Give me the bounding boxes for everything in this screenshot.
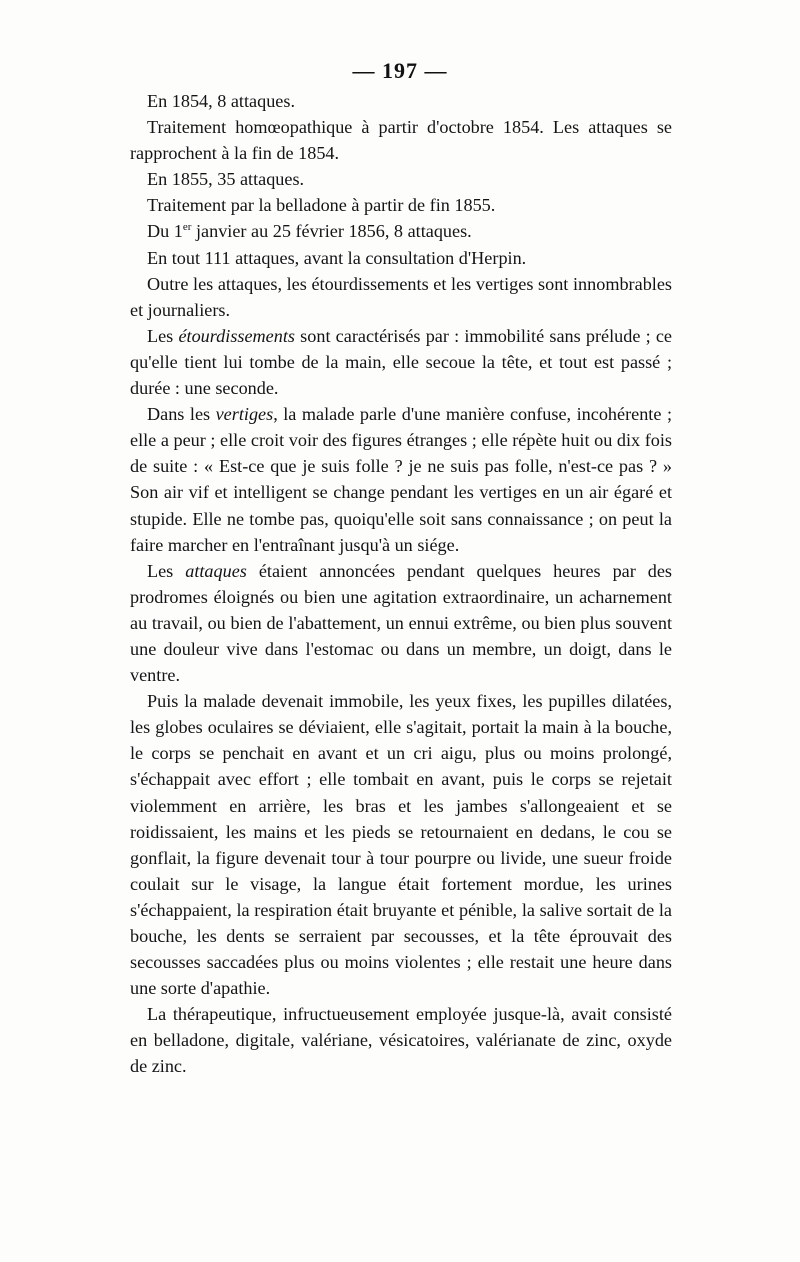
paragraph-outre: Outre les attaques, les étourdissements et les vertiges sont innombrables et journaliers. [130,273,672,320]
p3-prefix: Dans les [147,404,216,425]
p2-prefix: Les [147,325,179,346]
paragraph-puis: Puis la malade devenait immobile, les yeux fixes, les pupilles dilatées, les globes oculaires se déviaient, elle s'agitait, portait la main à la bouche, le corps se penchait en avant et un cri aigu, plus ou moins prolongé, s'échappait avec effort ; elle tombait en avant, puis le corps se rejetait violemment en arrière, les bras et les jambes s'allongeaient et se roidissaient, les mains et les pieds se retournaient en dedans, le cou se gonflait, la figure devenait tour à tour pourpre ou livide, une sueur froide coulait sur le visage, la langue était fortement mordue, les urines s'échappaient, la respiration était bruyante et pénible, la salive sortait de la bouche, les dents se serraient par secousses, et la tête éprouvait des secousses saccadées plus ou moins violentes ; elle restait une heure dans une sorte d'apathie. [130,691,672,999]
p4-text: étaient annoncées pendant quelques heures par des prodromes éloignés ou bien une agitation extraordinaire, un acharnement au travail, ou bien de l'abattement, un ennui extrême, ou bien plus souvent une douleur vive dans l'estomac ou dans un membre, un doigt, dans le ventre. [130,560,672,686]
term-vertiges: vertiges [215,404,274,425]
line-1856-prefix: Du 1 [147,221,183,242]
line-1856-attacks [130,218,672,244]
line-1855-attacks: En 1855, 35 attaques. [147,169,305,190]
paragraph-etourdissements [130,323,672,401]
line-1854-attacks: En 1854, 8 attaques. [147,91,295,111]
line-total-attacks: En tout 111 attaques, avant la consultation d'Herpin. [147,247,527,268]
p4-prefix: Les [147,560,186,581]
page-body [130,88,672,1080]
paragraph-vertiges [130,401,672,558]
p3-text: , la malade parle d'une manière confuse, incohérente ; elle a peur ; elle croit voir des figures étranges ; elle répète huit ou dix fois de suite : « Est-ce que je suis folle ? je ne suis pas folle, n'est-ce pas ? » Son air vif et intelligent se change pendant les vertiges en un air égaré et stupide. Elle ne tombe pas, quoiqu'elle soit sans connaissance ; on peut la faire marcher en l'entraînant jusqu'à un siége. [130,404,672,555]
term-attaques: attaques [185,560,247,581]
line-belladone-treatment: Traitement par la belladone à partir de fin 1855. [147,195,496,216]
p2-text: sont caractérisés par : immobilité sans prélude ; ce qu'elle tient lui tombe de la main, elle secoue la tête, et tout est passé ; durée : une seconde. [130,325,672,399]
page-number: — 197 — [352,58,448,83]
ordinal-superscript: er [182,221,192,234]
line-homeopathic-treatment: Traitement homœopathique à partir d'octobre 1854. Les attaques se rapprochent à la fin de 1854. [130,117,672,164]
paragraph-attaques [130,558,672,688]
term-etourdissements: étourdissements [178,325,295,346]
line-1856-suffix: janvier au 25 février 1856, 8 attaques. [191,221,472,242]
paragraph-therapeutique: La thérapeutique, infructueusement employée jusque-là, avait consisté en belladone, digitale, valériane, vésicatoires, valérianate de zinc, oxyde de zinc. [130,1004,672,1077]
